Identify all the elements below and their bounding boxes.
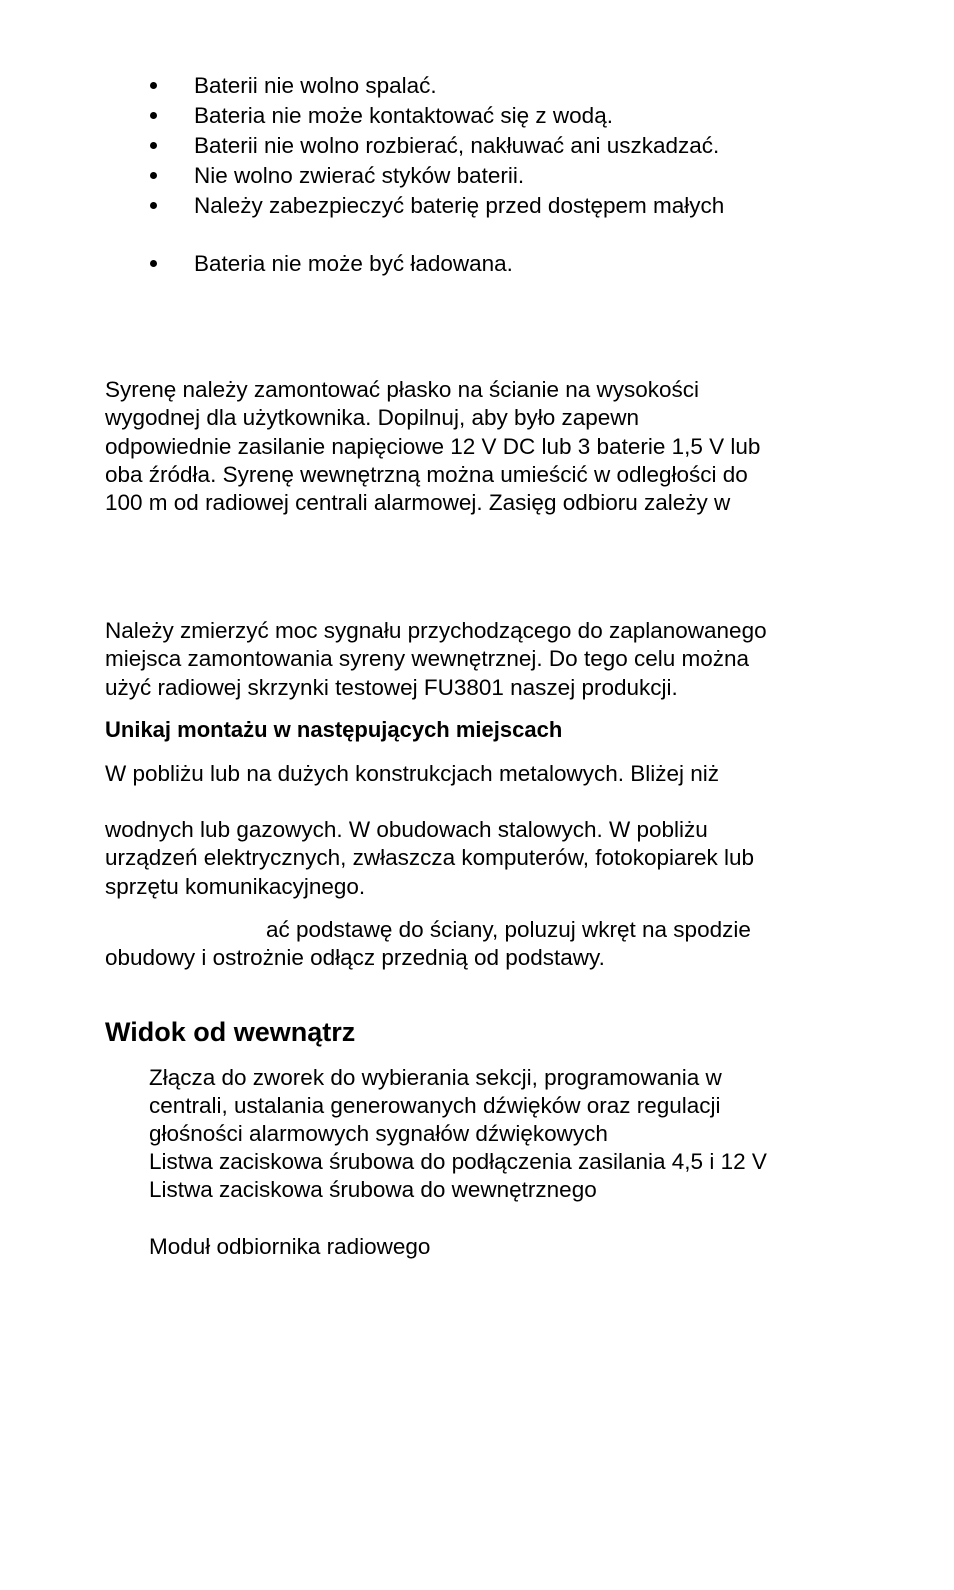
paragraph-line: 100 m od radiowej centrali alarmowej. Zasięg odbioru zależy w (105, 490, 731, 516)
avoid-text-line: W pobliżu lub na dużych konstrukcjach metalowych. Bliżej niż (105, 761, 720, 786)
paragraph-line: Syrenę należy zamontować płasko na ścianie na wysokości (105, 377, 700, 402)
bullet-icon (150, 172, 157, 179)
paragraph-line: użyć radiowej skrzynki testowej FU3801 naszej produkcji. (105, 674, 678, 700)
bullet-text: Bateria nie może kontaktować się z wodą. (194, 103, 613, 128)
paragraph-line: miejsca zamontowania syreny wewnętrznej. Do tego celu można (105, 646, 750, 672)
bullet-text: Nie wolno zwierać styków baterii. (194, 163, 525, 188)
radio-module-text: Moduł odbiornika radiowego (149, 1234, 431, 1259)
paragraph-line: urządzeń elektrycznych, zwłaszcza komputerów, fotokopiarek lub (105, 845, 755, 871)
avoid-paragraph (105, 816, 754, 901)
bullet-text: Baterii nie wolno rozbierać, nakłuwać ani uszkadzać. (194, 133, 720, 158)
bullet-text: Baterii nie wolno spalać. (194, 73, 437, 98)
bullet-icon (150, 82, 157, 89)
paragraph-line: sprzętu komunikacyjnego. (105, 873, 366, 899)
paragraph-line: wodnych lub gazowych. W obudowach stalowych. W pobliżu (105, 817, 708, 842)
avoid-heading: Unikaj montażu w następujących miejscach (105, 717, 563, 742)
list-item (0, 249, 954, 279)
paragraph-line: Należy zmierzyć moc sygnału przychodzącego do zaplanowanego (105, 618, 767, 643)
paragraph-line: odpowiednie zasilanie napięciowe 12 V DC lub 3 baterie 1,5 V lub (105, 433, 761, 459)
list-item (0, 71, 954, 101)
bullet-text: Bateria nie może być ładowana. (194, 251, 513, 276)
list-item (0, 191, 954, 221)
paragraph-line: oba źródła. Syrenę wewnętrzną można umieścić w odległości do (105, 461, 748, 487)
list-item (0, 161, 954, 191)
bullet-icon (150, 260, 157, 267)
bullet-icon (150, 142, 157, 149)
base-paragraph-line: ać podstawę do ściany, poluzuj wkręt na spodzie (266, 917, 751, 942)
mounting-paragraph (105, 376, 760, 517)
signal-paragraph (105, 617, 767, 702)
inside-components-list (149, 1064, 767, 1204)
list-item: Złącza do zworek do wybierania sekcji, programowania w (149, 1065, 722, 1090)
base-paragraph-line: obudowy i ostrożnie odłącz przednią od podstawy. (105, 945, 605, 970)
bullet-icon (150, 112, 157, 119)
list-item: Listwa zaciskowa śrubowa do podłączenia zasilania 4,5 i 12 V (149, 1149, 767, 1174)
list-item (0, 101, 954, 131)
section-heading: Widok od wewnątrz (105, 1017, 356, 1047)
paragraph-line: wygodnej dla użytkownika. Dopilnuj, aby było zapewn (105, 405, 640, 431)
list-item: Listwa zaciskowa śrubowa do wewnętrznego (149, 1177, 597, 1202)
bullet-text: Należy zabezpieczyć baterię przed dostępem małych (194, 193, 725, 218)
bullet-icon (150, 202, 157, 209)
list-item: centrali, ustalania generowanych dźwięków oraz regulacji (149, 1093, 721, 1118)
list-item (0, 131, 954, 161)
list-item: głośności alarmowych sygnałów dźwiękowych (149, 1121, 608, 1146)
